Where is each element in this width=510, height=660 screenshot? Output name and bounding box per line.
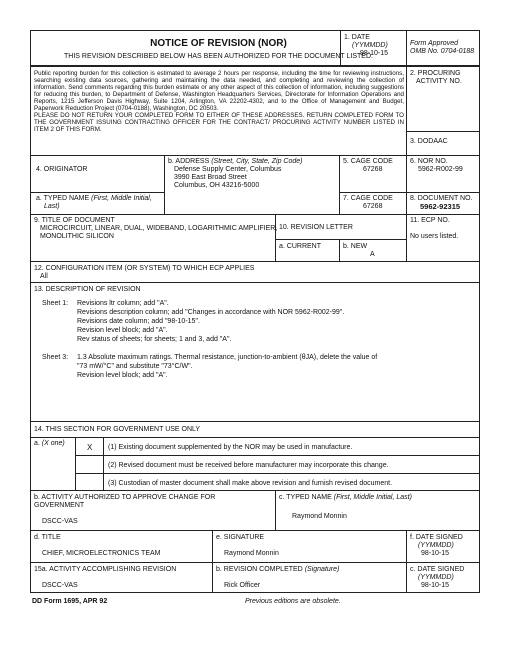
- option-2-text: (2) Revised document must be received before manufacturer may incorporate this change.: [108, 462, 389, 469]
- revision-completed-label: b. REVISION COMPLETED: [216, 566, 303, 573]
- accomplishing-activity-label: 15a. ACTIVITY ACCOMPLISHING REVISION: [34, 566, 177, 573]
- date-signed-value: 98-10-15: [421, 550, 450, 557]
- form-subtitle: THIS REVISION DESCRIBED BELOW HAS BEEN AUTHORIZED FOR THE DOCUMENT LISTED.: [64, 53, 373, 60]
- config-item-value: All: [40, 273, 48, 280]
- form-number: DD Form 1695, APR 92: [32, 598, 108, 605]
- approver-name-value: Raymond Monnin: [292, 513, 347, 520]
- document-title-line-2: MONOLITHIC SILICON: [40, 233, 114, 240]
- divider: [75, 437, 76, 491]
- title-field-value: CHIEF, MICROELECTRONICS TEAM: [42, 550, 161, 557]
- current-revision-label: a. CURRENT: [279, 243, 322, 250]
- signature-value: Raymond Monnin: [224, 550, 279, 557]
- originator-label: 4. ORIGINATOR: [36, 166, 88, 173]
- nor-number-label: 6. NOR NO.: [410, 158, 448, 165]
- cage-code-1-label: 5. CAGE CODE: [343, 158, 393, 165]
- date-value: 98-10-15: [360, 50, 389, 57]
- address-line-3: Columbus, OH 43216-5000: [174, 182, 260, 189]
- address-label: b. ADDRESS: [168, 158, 210, 165]
- cage-code-2-label: 7. CAGE CODE: [343, 195, 393, 202]
- approver-name-hint: (First, Middle Initial, Last): [333, 494, 412, 501]
- dodaac-label: 3. DODAAC: [410, 138, 448, 145]
- signature-label: e. SIGNATURE: [216, 534, 265, 541]
- option-3-checkbox[interactable]: [80, 476, 100, 488]
- accomplishing-activity-value: DSCC-VAS: [42, 582, 78, 589]
- approving-activity-value: DSCC-VAS: [42, 518, 78, 525]
- typed-name-hint-2: Last): [44, 203, 60, 210]
- sheet-3-label: Sheet 3:: [42, 354, 69, 361]
- description-label: 13. DESCRIPTION OF REVISION: [34, 286, 141, 293]
- document-number-value: 5962-92315: [420, 202, 461, 211]
- typed-name-hint: (First, Middle Initial,: [91, 195, 152, 202]
- approver-name-label: c. TYPED NAME: [279, 494, 332, 501]
- document-number-label: 8. DOCUMENT NO.: [410, 195, 473, 202]
- option-a-hint: (X one): [41, 440, 65, 447]
- completion-date-label: c. DATE SIGNED: [410, 566, 465, 573]
- completion-date-hint: (YYMMDD): [418, 574, 454, 581]
- sheet-3-line-2: "73 mW/°C" and substitute "73°C/W".: [77, 363, 193, 370]
- revision-letter-label: 10. REVISION LETTER: [279, 224, 353, 231]
- option-2-checkbox[interactable]: [80, 458, 100, 470]
- config-item-label: 12. CONFIGURATION ITEM (OR SYSTEM) TO WHICH ECP APPLIES: [34, 265, 255, 272]
- ecp-value: No users listed.: [410, 233, 459, 240]
- form-title: NOTICE OF REVISION (NOR): [150, 38, 287, 49]
- burden-statement: Public reporting burden for this collection is estimated to average 2 hours per response, including the time for reviewing instructions, searching existing data sources, gathering and maintaining the data needed, and completing and reviewing the collection of information. Send comments regarding this burden estimate or any other aspect of this collection of information, including suggestions for reducing this burden, to Department of Defense, Washington Headquarters Services, Directorate for Information Operations and Reports, 1215 Jefferson Davis Highway, Suite 1204, Arlington, VA 22202-4302, and to the Office of Management and Budget, Paperwork Reduction Project (0704-0188), Washington, DC 20503.: [34, 70, 404, 112]
- date-format: (YYMMDD): [352, 42, 388, 49]
- sheet-1-label: Sheet 1:: [42, 300, 69, 307]
- option-1-checkbox[interactable]: X: [87, 443, 93, 452]
- address-line-2: 3990 East Broad Street: [174, 174, 247, 181]
- new-revision-value: A: [370, 251, 375, 258]
- address-hint: (Street, City, State, Zip Code): [211, 158, 303, 165]
- address-line-1: Defense Supply Center, Columbus: [174, 166, 282, 173]
- option-3-text: (3) Custodian of master document shall make above revision and furnish revised document.: [108, 480, 393, 487]
- sheet-1-line-2: Revisions description column; add "Changes in accordance with NOR 5962-R002-99".: [77, 309, 345, 316]
- revision-completed-hint: (Signature): [304, 566, 340, 573]
- sheet-3-line-3: Revision level block; add "A".: [77, 372, 168, 379]
- gov-use-label: 14. THIS SECTION FOR GOVERNMENT USE ONLY: [34, 426, 201, 433]
- sheet-1-line-4: Revision level block; add "A".: [77, 327, 168, 334]
- document-title-line-1: MICROCIRCUIT, LINEAR, DUAL, WIDEBAND, LOGARITHMIC AMPLIFIER,: [40, 225, 278, 232]
- approving-activity-label-2: GOVERNMENT: [34, 502, 85, 509]
- date-signed-label: f. DATE SIGNED: [410, 534, 463, 541]
- cage-code-1-value: 67268: [363, 166, 383, 173]
- divider: [75, 473, 480, 474]
- ecp-label: 11. ECP NO.: [410, 217, 450, 224]
- divider: [103, 437, 104, 491]
- nor-number-value: 5962-R002-99: [418, 166, 463, 173]
- revision-completed-value: Rick Officer: [224, 582, 261, 589]
- return-instruction: PLEASE DO NOT RETURN YOUR COMPLETED FORM TO EITHER OF THESE ADDRESSES. RETURN COMPLETED FORM TO THE GOVERNMENT ISSUING CONTRACTING OFFICER FOR THE CONTRACT/ PROCURING ACTIVITY NUMBER LISTED IN ITEM 2 OF THIS FORM.: [34, 112, 404, 133]
- obsolete-notice: Previous editions are obsolete.: [245, 598, 341, 605]
- date-label: 1. DATE: [344, 34, 370, 41]
- procuring-label: 2. PROCURING: [410, 70, 461, 77]
- sheet-1-line-1: Revisions ltr column; add "A".: [77, 300, 169, 307]
- omb-number: OMB No. 0704-0188: [410, 48, 475, 55]
- form-approved: Form Approved: [410, 40, 458, 47]
- title-field-label: d. TITLE: [34, 534, 61, 541]
- new-revision-label: b. NEW: [343, 243, 368, 250]
- procuring-label-2: ACTIVITY NO.: [416, 78, 462, 85]
- completion-date-value: 98-10-15: [421, 582, 450, 589]
- approving-activity-label: b. ACTIVITY AUTHORIZED TO APPROVE CHANGE FOR: [34, 494, 216, 501]
- originator-box[interactable]: [30, 155, 165, 193]
- divider: [75, 455, 480, 456]
- sheet-1-line-3: Revisions date column; add "98-10-15".: [77, 318, 200, 325]
- typed-name-label: a. TYPED NAME: [36, 195, 90, 202]
- option-1-text: (1) Existing document supplemented by the NOR may be used in manufacture.: [108, 444, 353, 451]
- option-a-label: a.: [34, 440, 40, 447]
- sheet-1-line-5: Rev status of sheets; for sheets; 1 and 3, add "A".: [77, 336, 232, 343]
- cage-code-2-value: 67268: [363, 203, 383, 210]
- sheet-3-line-1: 1.3 Absolute maximum ratings. Thermal resistance, junction-to-ambient (θJA), delete the value of: [77, 354, 378, 361]
- document-title-label: 9. TITLE OF DOCUMENT: [34, 217, 115, 224]
- date-signed-hint: (YYMMDD): [418, 542, 454, 549]
